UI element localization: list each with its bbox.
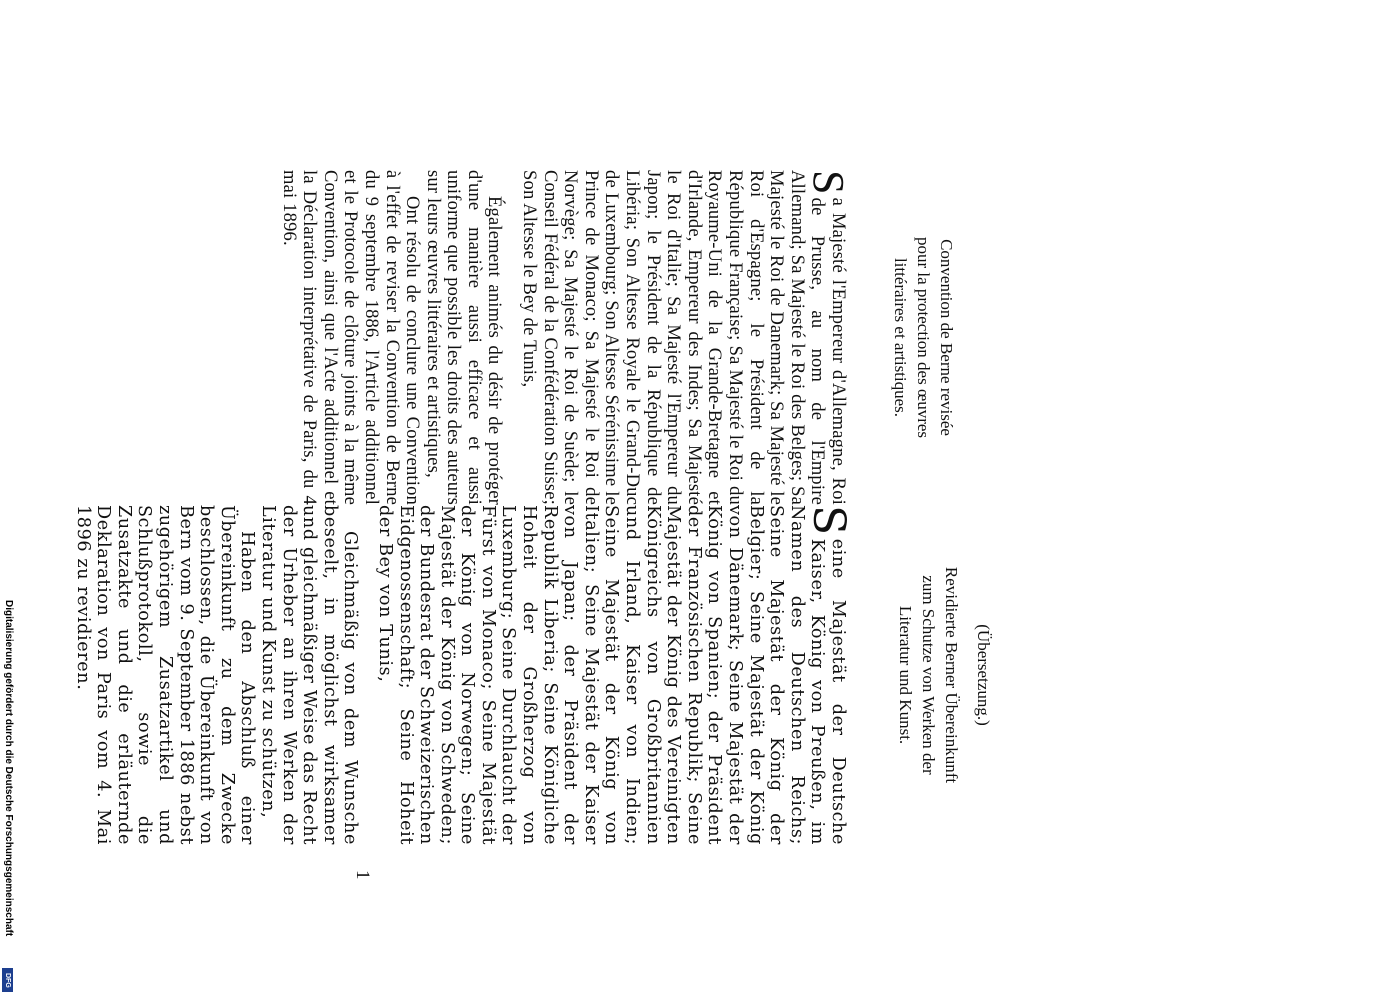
- german-paragraph-3: Haben den Abschluß einer Übereinkunft zu dem Zwecke beschlossen, die Übereinkunft von Bern vom 9. September 1886 nebst zugehörigem Zusatzartikel und Schlußprotokoll, sowie die Zusatzakte und die erläuternde Deklaration von Paris vom 4. Mai 1896 zu revidieren.: [72, 505, 258, 845]
- translation-note: (Übersetzung.): [974, 624, 993, 726]
- french-heading-line: littéraires et artistiques.: [891, 257, 910, 418]
- german-paragraph-1-text: eine Majestät der Deutsche Kaiser, König von Preußen, im Namen des Deutschen Reichs; Seine Majestät der König der Belgier; Seine Majestät der König von Dänemark; Seine Majestät der König von Spanien; der Präsident der Französischen Republik; Seine Majestät der König des Vereinigten Königreichs von Großbritannien und Irland, Kaiser von Indien; Seine Majestät der König von Italien; Seine Majestät der Kaiser von Japan; der Präsident der Republik Liberia; Seine Königliche Hoheit der Großherzog von Luxemburg; Seine Durchlaucht der Fürst von Monaco; Seine Majestät der König von Norwegen; Seine Majestät der König von Schweden; der Bundesrat der Schweizerischen Eidgenossenschaft; Seine Hoheit der Bey von Tunis,: [374, 505, 848, 845]
- french-paragraph-1-text: a Majesté l'Empereur d'Allemagne, Roi de Prusse, au nom de l'Empire Allemand; Sa Majesté le Roi des Belges; Sa Majesté le Roi de Danemark; Sa Majesté le Roi d'Espagne; le Président de la République Française; Sa Majesté le Roi du Royaume-Uni de la Grande-Bretagne et d'Irlande, Empereur des Indes; Sa Majesté le Roi d'Italie; Sa Majesté l'Empereur du Japon; le Président de la République de Libéria; Son Altesse Royale le Grand-Duc de Luxembourg; Son Altesse Sérénissime le Prince de Monaco; Sa Majesté le Roi de Norvège; Sa Majesté le Roi de Suède; le Conseil Fédéral de la Confédération Suisse; Son Altesse le Bey de Tunis,: [519, 170, 848, 505]
- french-body: [278, 170, 853, 505]
- french-heading-line: pour la protection des œuvres: [914, 236, 933, 439]
- french-dropcap: S: [804, 170, 853, 195]
- french-heading: [889, 170, 958, 505]
- page-number: 1: [352, 870, 373, 880]
- german-dropcap: S: [803, 505, 854, 536]
- french-paragraph-3: Ont résolu de conclure une Convention à l'effet de reviser la Convention de Berne du 9 septembre 1886, l'Article additionnel et le Protocole de clôture joints à la même Convention, ainsi que l'Acte additionnel et la Déclaration interprétative de Paris, du 4 mai 1896.: [278, 170, 423, 505]
- german-heading-line: Revidierte Berner Übereinkunft: [942, 566, 961, 784]
- french-paragraph-2: Également animés du désir de protéger d'une manière aussi efficace et aussi uniforme que possible les droits des auteurs sur leurs œuvres littéraires et artistiques,: [422, 170, 505, 505]
- german-body: [72, 505, 854, 845]
- german-heading-line: Literatur und Kunst.: [896, 605, 915, 745]
- funding-credit: Digitalisierung gefördert durch die Deutsche Forschungsgemeinschaft: [3, 600, 14, 937]
- german-paragraph-1: [374, 505, 854, 845]
- german-heading: [894, 505, 963, 845]
- dfg-logo: DFG: [2, 968, 13, 992]
- german-paragraph-2: Gleichmäßig von dem Wunsche beseelt, in möglichst wirksamer und gleichmäßiger Weise das Recht der Urheber an ihren Werken der Literatur und Kunst zu schützen,: [257, 505, 361, 845]
- german-heading-line: zum Schutze von Werken der: [919, 575, 938, 775]
- french-heading-line: Convention de Berne revisée: [937, 239, 956, 436]
- french-paragraph-1: [519, 170, 853, 505]
